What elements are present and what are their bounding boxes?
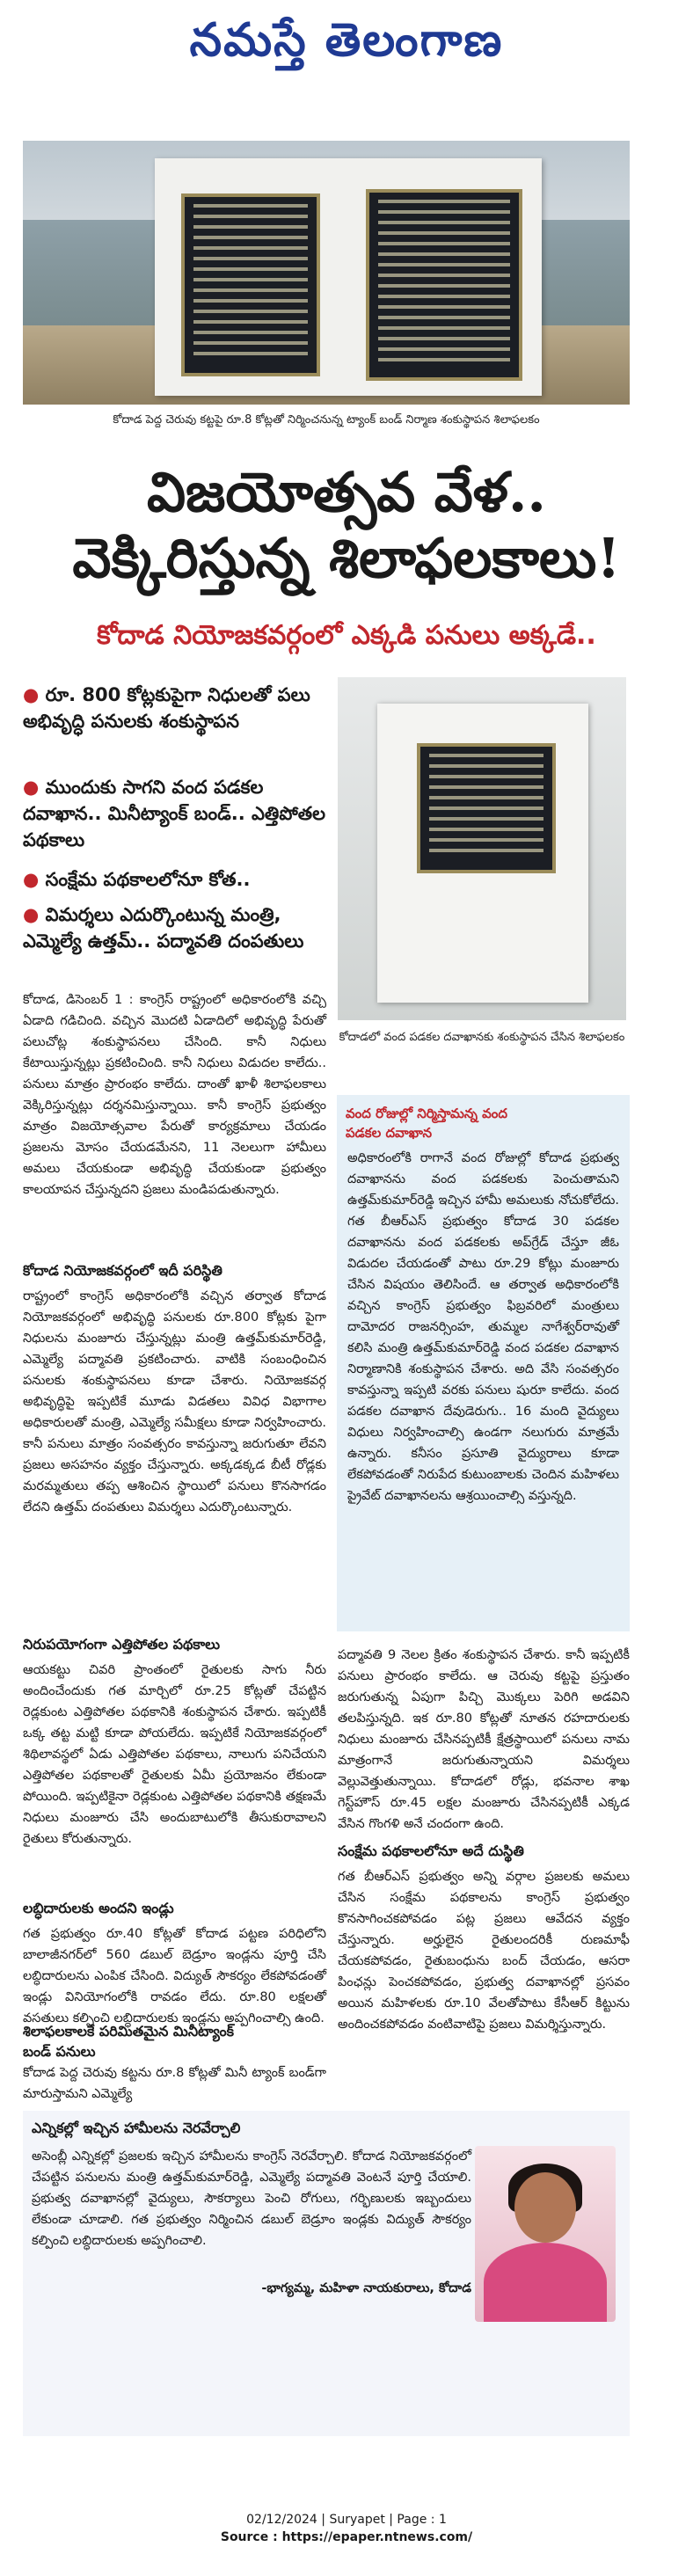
section-heading: కోదాడ నియోజకవర్గంలో ఇదీ పరిస్థితి	[23, 1262, 222, 1279]
subheadline: కోదాడ నియోజకవర్గంలో ఎక్కడి పనులు అక్కడే..	[97, 620, 596, 651]
headline-line2: వెక్కిరిస్తున్న శిలాఫలకాలు!	[72, 526, 621, 590]
author-portrait	[475, 2146, 616, 2322]
tank-bund-plaque-photo	[23, 141, 630, 405]
bullet-item: ● ముందుకు సాగని వంద పడకల దవాఖాన.. మినీట్యాంక్ బండ్.. ఎత్తిపోతల పథకాలు	[23, 777, 325, 850]
footer-source-line: Source : https://epaper.ntnews.com/	[220, 2530, 473, 2544]
box-text: అధికారంలోకి రాగానే వంద రోజుల్లో కోదాడ ప్రభుత్వ దవాఖానను వంద పడకలకు పెంచుతామని ఉత్తమ్‌కుమార్‌రెడ్డి ఇచ్చిన హామీ అమలుకు నోచుకోలేదు. గత బీఆర్ఎస్ ప్రభుత్వం కోదాడ 30 పడకల దవాఖానను వంద పడకలకు అప్‌గ్రేడ్ చేస్తూ జీఓ విడుదల చేయడంతో పాటు రూ.29 కోట్లు మంజూరు చేసిన విషయం తెలిసిందే. ఆ తర్వాత అధికారంలోకి వచ్చిన కాంగ్రెస్ ప్రభుత్వం ఫిబ్రవరిలో మంత్రులు దామోదర రాజనర్సింహ, తుమ్మల నాగేశ్వర్‌రావుతో కలిసి మంత్రి ఉత్తమ్‌కుమార్‌రెడ్డి వంద పడకల దవాఖాన నిర్మాణానికి శంకుస్థాపన చేశారు. అది వేసి సంవత్సరం కావస్తున్నా ఇప్పటి వరకు పనులు షురూ కాలేదు. వంద పడకల దవాఖాన దేవుడెరుగు.. 16 మంది వైద్యులు విధులు నిర్వహించాల్సి ఉండగా నలుగురు మాత్రమే ఉన్నారు. కనీసం ప్రసూతి వైద్యురాలు కూడా లేకపోవడంతో నిరుపేద కుటుంబాలకు చెందిన మహిళలు ప్రైవేట్ దవాఖానలను ఆశ్రయించాల్సి వస్తున్నది.	[347, 1151, 619, 1503]
article-paragraph: పద్మావతి 9 నెలల క్రితం శంకుస్థాపన చేశారు. కానీ ఇప్పటికీ పనులు ప్రారంభం కాలేదు. ఆ చెరువు కట్టపై ప్రస్తుతం జరుగుతున్న ఏపుగా పిచ్చి మొక్కలు పెరిగి అడవిని తలపిస్తున్నది. ఇక రూ.80 కోట్లతో నూతన రహదారులకు నిధులు మంజూరు చేసినప్పటికీ క్షేత్రస్థాయిలో పనులు నామ మాత్రంగానే జరుగుతున్నాయని విమర్శలు వెల్లువెత్తుతున్నాయి. కోదాడలో రోడ్లు, భవనాల శాఖ గెస్ట్‌హౌస్ రూ.45 లక్షల మంజూరు చేసినప్పటికీ ఎక్కడ వేసిన గొంగళి అనే చందంగా ఉంది.	[338, 1648, 630, 1831]
page-footer	[0, 2511, 693, 2546]
section-heading: లబ్ధిదారులకు అందని ఇండ్లు	[23, 1900, 174, 1916]
box-title: వంద రోజుల్లో నిర్మిస్తామన్న వంద పడకల దవాఖాన	[346, 1106, 507, 1141]
hospital-plaque-photo	[338, 677, 626, 1020]
photo2-caption: కోదాడలో వంద పడకల దవాఖానకు శంకుస్థాపన చేసిన శిలాఫలకం	[339, 1031, 625, 1044]
article-paragraph: గత బీఆర్ఎస్ ప్రభుత్వం అన్ని వర్గాల ప్రజలకు అమలు చేసిన సంక్షేమ పథకాలను కాంగ్రెస్ ప్రభుత్వం కొనసాగించకపోవడం పట్ల ప్రజలు ఆవేదన వ్యక్తం చేస్తున్నారు. అర్హులైన రైతులందరికీ రుణమాఫీ చేయకపోవడం, రైతుబంధును బంద్ చేయడం, ఆసరా పింఛన్లు పెంచకపోవడం, ప్రభుత్వ దవాఖానల్లో ప్రసవం అయిన మహిళలకు రూ.10 వేలతోపాటు కేసీఆర్ కిట్టును అందించకపోవడం వంటివాటిపై ప్రజలు విమర్శిస్తున్నారు.	[338, 1870, 630, 2032]
bullet-item: ● సంక్షేమ పథకాలలోనూ కోత..	[23, 869, 251, 890]
masthead-title: నమస్తే తెలంగాణ	[189, 13, 504, 67]
section-heading: సంక్షేమ పథకాలలోనూ అదే దుస్థితి	[338, 1843, 524, 1859]
bullet-item: ● రూ. 800 కోట్లకుపైగా నిధులతో పలు అభివృద్ధి పనులకు శంకుస్థాపన	[23, 684, 310, 732]
headline-line1: విజయోత్సవ వేళ..	[146, 460, 547, 524]
bullet-item: ● విమర్శలు ఎదుర్కొంటున్న మంత్రి, ఎమ్మెల్యే ఉత్తమ్.. పద్మావతి దంపతులు	[23, 904, 304, 952]
article-paragraph: ఆయకట్టు చివరి ప్రాంతంలో రైతులకు సాగు నీరు అందించేందుకు గత మార్చిలో రూ.25 కోట్లతో చేపట్టిన రెడ్లకుంట ఎత్తిపోతల పథకానికి శంకుస్థాపన చేశారు. ఇప్పటికీ ఒక్క తట్ట మట్టి కూడా పోయలేదు. ఇప్పటికే నియోజకవర్గంలో శిథిలావస్థలో ఏడు ఎత్తిపోతల పథకాలు, నాలుగు పనిచేయని ఎత్తిపోతల పథకాలతో రైతులకు ఏమీ ప్రయోజనం లేకుండా పోయింది. ఇప్పటికైనా రెడ్లకుంట ఎత్తిపోతల పథకానికి తక్షణమే నిధులు మంజూరు చేసి అందుబాటులోకి తీసుకురావాలని రైతులు కోరుతున్నారు.	[23, 1663, 326, 1846]
photo1-caption: కోదాడ పెద్ద చెరువు కట్టపై రూ.8 కోట్లతో నిర్మించనున్న ట్యాంక్ బండ్ నిర్మాణ శంకుస్థాపన శిలాఫలకం	[113, 413, 540, 427]
footer-date-line: 02/12/2024 | Suryapet | Page : 1	[246, 2513, 447, 2527]
quote-title: ఎన్నికల్లో ఇచ్చిన హామీలను నెరవేర్చాలి	[32, 2120, 241, 2136]
article-paragraph: గత ప్రభుత్వం రూ.40 కోట్లతో కోదాడ పట్టణ పరిధిలోని బాలాజీనగర్‌లో 560 డబుల్ బెడ్రూం ఇండ్లను పూర్తి చేసి లబ్ధిదారులను ఎంపిక చేసింది. విద్యుత్ సౌకర్యం లేకపోవడంతో ఇండ్లు వినియోగంలోకి రావడం లేదు. రూ.80 లక్షలతో వసతులు కల్పించి లబ్ధిదారులకు ఇండ్లను అప్పగించాల్సి ఉంది.	[23, 1927, 326, 2025]
quote-author: -భాగ్యమ్మ, మహిళా నాయకురాలు, కోదాడ	[261, 2281, 471, 2295]
section-heading: శిలాఫలకాలకే పరిమితమైన మినీట్యాంక్ బండ్ పనులు	[23, 2023, 234, 2060]
hospital-sidebar-box	[337, 1095, 630, 1631]
quote-text: అసెంబ్లీ ఎన్నికల్లో ప్రజలకు ఇచ్చిన హామీలను కాంగ్రెస్ నెరవేర్చాలి. కోదాడ నియోజకవర్గంలో చేపట్టిన పనులను మంత్రి ఉత్తమ్‌కుమార్‌రెడ్డి, ఎమ్మెల్యే పద్మావతి వెంటనే పూర్తి చేయాలి. ప్రభుత్వ దవాఖానల్లో వైద్యులు, సౌకర్యాలు పెంచి రోగులు, గర్భిణులకు ఇబ్బందులు లేకుండా చూడాలి. గత ప్రభుత్వం నిర్మించిన డబుల్ బెడ్రూం ఇండ్లకు విద్యుత్ సౌకర్యం కల్పించి లబ్ధిదారులకు అప్పగించాలి.	[32, 2149, 471, 2248]
article-intro: కోదాడ, డిసెంబర్ 1 : కాంగ్రెస్ రాష్ట్రంలో అధికారంలోకి వచ్చి ఏడాది గడిచింది. వచ్చిన మొదటి ఏడాదిలో అభివృద్ధి పేరుతో పలుచోట్ల శంకుస్థాపనలు చేసింది. కానీ నిధులు కేటాయిస్తున్నట్లు ప్రకటించింది. కానీ నిధులు విడుదల కాలేదు.. పనులు మాత్రం ప్రారంభం కాలేదు. దాంతో ఖాళీ శిలాఫలకాలు వెక్కిరిస్తున్నట్లు దర్శనమిస్తున్నాయి. కానీ కాంగ్రెస్ ప్రభుత్వం మాత్రం విజయోత్సవాల పేరుతో కార్యక్రమాలు చేయడం ప్రజలను మోసం చేయడమేనని, 11 నెలలుగా హామీలు అమలు చేయకుండా అభివృద్ధి చేయకుండా ప్రభుత్వం కాలయాపన చేస్తున్నదని ప్రజలు మండిపడుతున్నారు.	[23, 993, 326, 1197]
article-paragraph: కోదాడ పెద్ద చెరువు కట్టను రూ.8 కోట్లతో మినీ ట్యాంక్ బండ్‌గా మారుస్తామని ఎమ్మెల్యే	[23, 2066, 326, 2101]
masthead	[0, 0, 693, 81]
article-paragraph: రాష్ట్రంలో కాంగ్రెస్ అధికారంలోకి వచ్చిన తర్వాత కోదాడ నియోజకవర్గంలో అభివృద్ధి పనులకు రూ.800 కోట్లకు పైగా నిధులను మంజూరు చేస్తున్నట్లు మంత్రి ఉత్తమ్‌కుమార్‌రెడ్డి, ఎమ్మెల్యే పద్మావతి ప్రకటించారు. వాటికి సంబంధించిన పనులకు శంకుస్థాపనలు కూడా చేశారు. నియోజకవర్గ అభివృద్ధిపై ఇప్పటికే మూడు విడతలు వివిధ విభాగాల అధికారులతో మంత్రి, ఎమ్మెల్యే సమీక్షలు కూడా నిర్వహించారు. కానీ పనులు మాత్రం సంవత్సరం కావస్తున్నా జరుగుతూ లేవని ప్రజలు అసహనం వ్యక్తం చేస్తున్నారు. అక్కడక్కడ బీటీ రోడ్లకు మరమ్మతులు తప్ప ఆశించిన స్థాయిలో పనులు కొనసాగడం లేదని ఉత్తమ్ దంపతులు విమర్శలు ఎదుర్కొంటున్నారు.	[23, 1289, 326, 1514]
section-heading: నిరుపయోగంగా ఎత్తిపోతల పథకాలు	[23, 1636, 221, 1653]
